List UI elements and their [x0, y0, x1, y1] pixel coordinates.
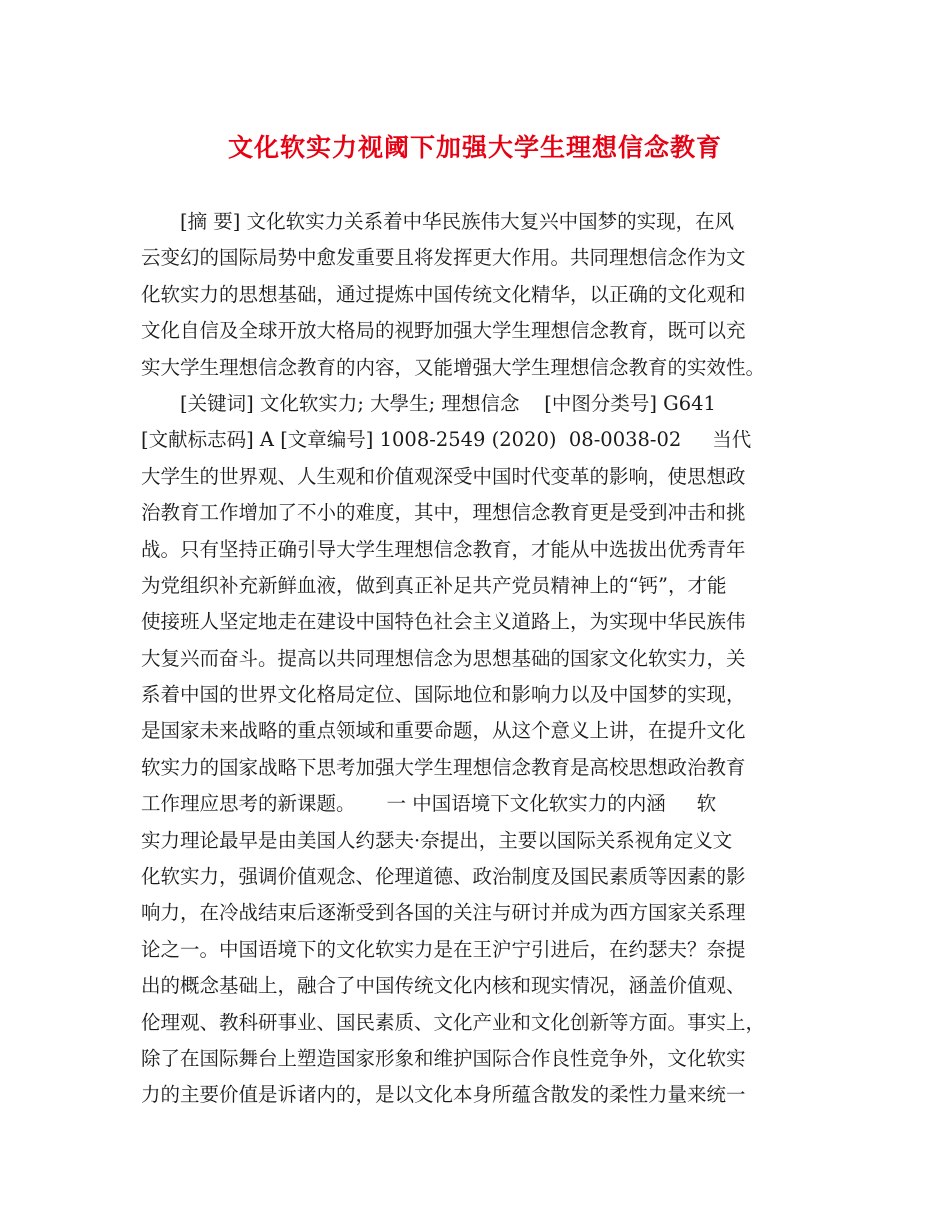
text-line: 战。只有坚持正确引导大学生理想信念教育，才能从中选拔出优秀青年	[141, 537, 746, 561]
text-line: 实大学生理想信念教育的内容，又能增强大学生理想信念教育的实效性。	[141, 355, 766, 379]
text-line: 是国家未来战略的重点领域和重要命题，从这个意义上讲，在提升文化	[141, 719, 746, 743]
text-line: 云变幻的国际局势中愈发重要且将发挥更大作用。共同理想信念作为文	[141, 246, 746, 270]
text-line: 化软实力的思想基础，通过提炼中国传统文化精华，以正确的文化观和	[141, 282, 746, 306]
text-line: 软实力的国家战略下思考加强大学生理想信念教育是高校思想政治教育	[141, 755, 746, 779]
text-line: 大学生的世界观、人生观和价值观深受中国时代变革的影响，使思想政	[141, 464, 746, 488]
document-title: 文化软实力视阈下加强大学生理想信念教育	[227, 133, 722, 162]
text-line: 为党组织补充新鲜血液，做到真正补足共产党员精神上的“钙”，才能	[141, 573, 727, 597]
text-line: 出的概念基础上，融合了中国传统文化内核和现实情况，涵盖价值观、	[141, 974, 746, 998]
text-line: 文化自信及全球开放大格局的视野加强大学生理想信念教育，既可以充	[141, 319, 746, 343]
text-line: 伦理观、教科研事业、国民素质、文化产业和文化创新等方面。事实上，	[141, 1010, 766, 1034]
document-body	[141, 204, 841, 1114]
text-line: 大复兴而奋斗。提高以共同理想信念为思想基础的国家文化软实力，关	[141, 646, 746, 670]
text-line: 化软实力，强调价值观念、伦理道德、政治制度及国民素质等因素的影	[141, 865, 746, 889]
text-line: [关键词] 文化软实力; 大學生; 理想信念 [中图分类号] G641	[180, 391, 716, 415]
text-line: [摘 要] 文化软实力关系着中华民族伟大复兴中国梦的实现，在风	[180, 210, 735, 233]
text-line: 工作理应思考的新课题。 一 中国语境下文化软实力的内涵 软	[141, 792, 717, 816]
text-line: 论之一。中国语境下的文化软实力是在王沪宁引进后，在约瑟夫？奈提	[141, 937, 746, 961]
text-line: 治教育工作增加了不小的难度，其中，理想信念教育更是受到冲击和挑	[141, 501, 746, 525]
text-line: 实力理论最早是由美国人约瑟夫·奈提出，主要以国际关系视角定义文	[141, 828, 733, 852]
text-line: 响力，在冷战结束后逐渐受到各国的关注与研讨并成为西方国家关系理	[141, 901, 746, 925]
text-line: 力的主要价值是诉诸内的，是以文化本身所蕴含散发的柔性力量来统一	[141, 1083, 746, 1107]
text-line: 除了在国际舞台上塑造国家形象和维护国际合作良性竞争外，文化软实	[141, 1046, 746, 1070]
text-line: 使接班人坚定地走在建设中国特色社会主义道路上，为实现中华民族伟	[141, 610, 746, 634]
text-line: [文献标志码] A [文章编号] 1008-2549 (2020) 08-0038-02 当代	[141, 428, 752, 452]
text-line: 系着中国的世界文化格局定位、国际地位和影响力以及中国梦的实现，	[141, 683, 746, 707]
